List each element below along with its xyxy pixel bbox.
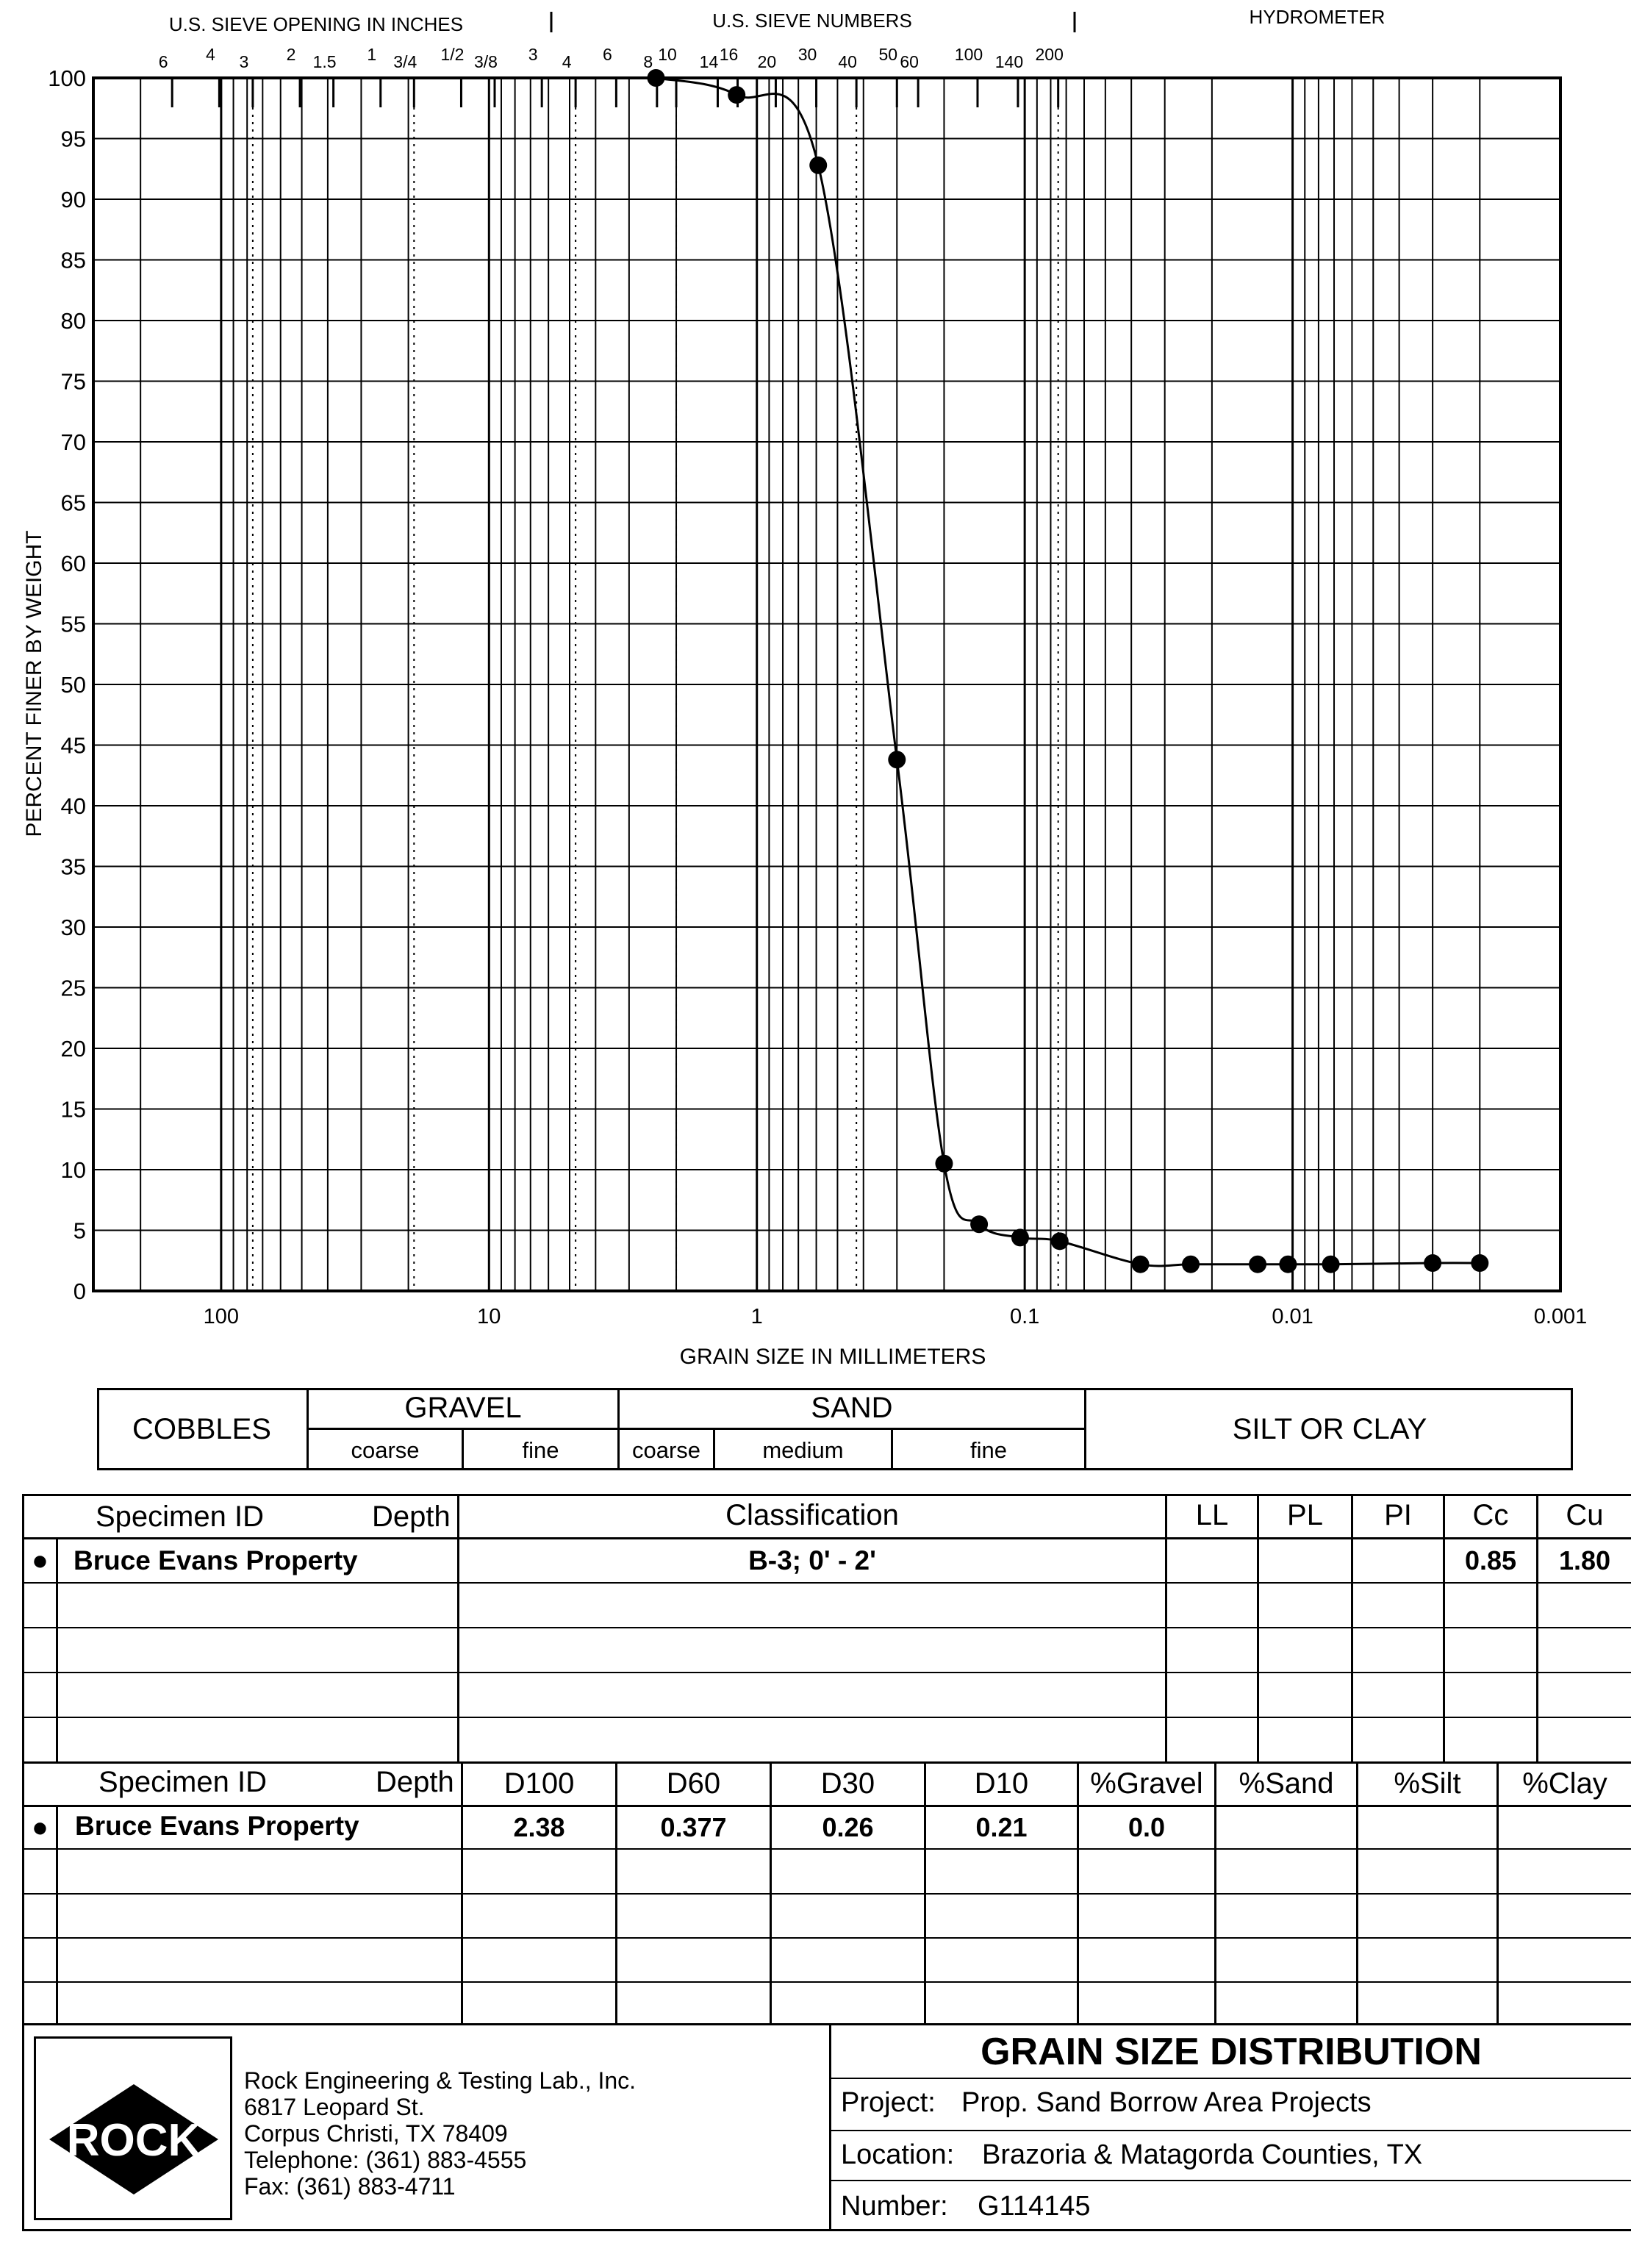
x-tick-label: 1 xyxy=(750,1305,763,1328)
sieve-label: 14 xyxy=(699,52,719,71)
x-tick-label: 0.1 xyxy=(1009,1305,1040,1328)
y-tick-label: 40 xyxy=(60,793,86,819)
data-point xyxy=(1182,1256,1200,1273)
t2-row-d100: 2.38 xyxy=(513,1812,565,1842)
gradation-curve xyxy=(656,78,1480,1266)
t2-header-clay: %Clay xyxy=(1522,1767,1607,1800)
data-point xyxy=(1249,1256,1266,1273)
x-tick-labels xyxy=(204,1305,1588,1328)
y-tick-label: 100 xyxy=(48,65,86,91)
y-tick-label: 75 xyxy=(60,368,86,395)
data-point xyxy=(888,751,906,768)
t1-header-depth: Depth xyxy=(372,1500,451,1533)
location-label: Location: xyxy=(841,2139,955,2170)
sieve-label: 6 xyxy=(158,52,168,71)
project-value: Prop. Sand Borrow Area Projects xyxy=(961,2087,1372,2118)
y-tick-label: 60 xyxy=(60,551,86,576)
sieve-label: 10 xyxy=(658,45,677,64)
t2-row-specimen: Bruce Evans Property xyxy=(75,1811,359,1841)
t1-row-marker: ● xyxy=(32,1545,49,1576)
sieve-label: 30 xyxy=(797,45,817,64)
company-city: Corpus Christi, TX 78409 xyxy=(244,2120,508,2147)
x-tick-label: 0.01 xyxy=(1272,1305,1313,1328)
t2-row-d30: 0.26 xyxy=(822,1812,874,1842)
t1-header-cc: Cc xyxy=(1472,1499,1509,1531)
sand-label: SAND xyxy=(811,1391,893,1424)
silt-clay-label: SILT OR CLAY xyxy=(1232,1412,1427,1445)
sieve-label: 6 xyxy=(602,45,612,64)
report-title: GRAIN SIZE DISTRIBUTION xyxy=(981,2030,1482,2073)
x-tick-label: 0.001 xyxy=(1533,1305,1588,1328)
y-tick-label: 25 xyxy=(60,975,86,1001)
logo-text: ROCK xyxy=(66,2115,201,2166)
data-point xyxy=(970,1215,988,1233)
number-label: Number: xyxy=(841,2191,948,2222)
t2-header-depth: Depth xyxy=(376,1766,454,1798)
data-point xyxy=(1322,1256,1340,1273)
data-point xyxy=(1051,1232,1069,1250)
t1-header-pi: PI xyxy=(1384,1499,1412,1531)
data-point xyxy=(935,1155,953,1173)
y-tick-label: 30 xyxy=(60,915,86,940)
sieve-label: 140 xyxy=(994,52,1024,71)
gravel-fine-label: fine xyxy=(522,1437,559,1463)
gravel-label: GRAVEL xyxy=(404,1391,522,1424)
data-point xyxy=(728,86,745,104)
company-telephone: Telephone: (361) 883-4555 xyxy=(244,2147,527,2173)
y-tick-label: 20 xyxy=(60,1036,86,1062)
t1-header-specimen: Specimen ID xyxy=(96,1500,264,1533)
y-tick-label: 5 xyxy=(73,1217,86,1244)
sieve-label: 3/4 xyxy=(393,52,417,71)
sand-coarse-label: coarse xyxy=(631,1437,701,1463)
t2-header-d60: D60 xyxy=(666,1767,721,1800)
data-point xyxy=(1132,1256,1150,1273)
y-tick-label: 80 xyxy=(60,308,86,334)
t1-header-classification: Classification xyxy=(725,1499,899,1531)
data-point xyxy=(1471,1254,1488,1272)
company-fax: Fax: (361) 883-4711 xyxy=(244,2173,456,2200)
header-sieve-inches: U.S. SIEVE OPENING IN INCHES xyxy=(168,13,464,35)
y-tick-labels xyxy=(48,65,86,1304)
t2-header-sand: %Sand xyxy=(1239,1767,1334,1800)
sieve-label: 3/8 xyxy=(474,52,498,71)
company-street: 6817 Leopard St. xyxy=(244,2094,425,2120)
y-tick-label: 0 xyxy=(73,1278,86,1304)
t2-header-d10: D10 xyxy=(974,1767,1029,1800)
t1-header-pl: PL xyxy=(1287,1499,1323,1531)
sieve-label: 2 xyxy=(286,45,296,64)
header-sieve-numbers: U.S. SIEVE NUMBERS xyxy=(712,10,912,32)
t1-row-cc: 0.85 xyxy=(1464,1545,1517,1575)
header-hydrometer: HYDROMETER xyxy=(1249,6,1386,28)
x-axis-label: GRAIN SIZE IN MILLIMETERS xyxy=(679,1345,986,1369)
number-value: G114145 xyxy=(978,2191,1091,2222)
t2-row-marker: ● xyxy=(32,1811,49,1843)
t1-row-ll xyxy=(1167,1539,1257,1582)
sieve-label: 100 xyxy=(954,45,983,64)
sieve-label: 20 xyxy=(757,52,777,71)
y-tick-label: 65 xyxy=(60,490,86,516)
t2-row-d10: 0.21 xyxy=(975,1812,1028,1842)
location-value: Brazoria & Matagorda Counties, TX xyxy=(982,2139,1423,2170)
sieve-label: 40 xyxy=(838,52,857,71)
t1-row-specimen: Bruce Evans Property xyxy=(74,1545,358,1575)
t2-header-gravel: %Gravel xyxy=(1090,1767,1203,1800)
company-name: Rock Engineering & Testing Lab., Inc. xyxy=(244,2067,637,2094)
sieve-label: 60 xyxy=(900,52,919,71)
data-point xyxy=(1011,1228,1029,1246)
sieve-labels xyxy=(159,45,1064,71)
sieve-label: 3 xyxy=(239,52,249,71)
t2-header-silt: %Silt xyxy=(1394,1767,1461,1800)
project-label: Project: xyxy=(841,2087,936,2118)
data-point xyxy=(809,157,827,174)
y-axis-label: PERCENT FINER BY WEIGHT xyxy=(22,530,46,837)
sieve-label: 4 xyxy=(205,45,215,64)
t1-header-cu: Cu xyxy=(1566,1499,1604,1531)
data-points xyxy=(647,69,1488,1273)
t2-row-d60: 0.377 xyxy=(660,1812,727,1842)
sieve-label: 8 xyxy=(643,52,653,71)
x-tick-label: 10 xyxy=(477,1305,501,1328)
y-tick-label: 70 xyxy=(60,429,86,455)
sieve-label: 200 xyxy=(1035,45,1064,64)
sieve-label: 1.5 xyxy=(312,52,337,71)
t1-row-classification: B-3; 0' - 2' xyxy=(748,1545,876,1575)
t2-header-specimen: Specimen ID xyxy=(98,1766,267,1798)
chart-grid xyxy=(93,78,1560,1291)
y-tick-label: 85 xyxy=(60,247,86,273)
t1-row-cu: 1.80 xyxy=(1558,1545,1611,1575)
t2-header-d100: D100 xyxy=(503,1767,575,1800)
sieve-tick-marks xyxy=(172,78,1058,107)
y-tick-label: 55 xyxy=(60,611,86,637)
t2-header-d30: D30 xyxy=(820,1767,875,1800)
t2-row-gravel: 0.0 xyxy=(1128,1812,1166,1842)
data-point xyxy=(1279,1256,1297,1273)
sieve-label: 16 xyxy=(719,45,739,64)
sieve-label: 3 xyxy=(528,45,538,64)
t1-row-pl xyxy=(1259,1539,1351,1582)
sieve-label: 50 xyxy=(878,45,898,64)
sieve-label: 1/2 xyxy=(440,45,465,64)
sieve-label: 4 xyxy=(562,52,572,71)
t2-row-silt xyxy=(1358,1807,1496,1848)
y-tick-label: 10 xyxy=(60,1157,86,1183)
cobbles-label: COBBLES xyxy=(132,1412,271,1445)
y-tick-label: 45 xyxy=(60,732,86,759)
y-tick-label: 95 xyxy=(60,126,86,152)
t2-row-clay xyxy=(1499,1807,1631,1848)
t1-header-ll: LL xyxy=(1195,1499,1229,1531)
gravel-coarse-label: coarse xyxy=(351,1437,420,1463)
sieve-label: 1 xyxy=(367,45,377,64)
x-tick-label: 100 xyxy=(203,1305,240,1328)
y-tick-label: 15 xyxy=(60,1096,86,1123)
sand-fine-label: fine xyxy=(970,1437,1007,1463)
y-tick-label: 50 xyxy=(60,672,86,698)
data-point xyxy=(1424,1254,1441,1272)
data-point xyxy=(647,69,664,87)
y-tick-label: 90 xyxy=(60,187,86,212)
rock-logo xyxy=(46,2081,222,2198)
y-tick-label: 35 xyxy=(60,854,86,880)
t2-row-sand xyxy=(1216,1807,1356,1848)
sand-medium-label: medium xyxy=(762,1437,844,1463)
t1-row-pi xyxy=(1353,1539,1443,1582)
